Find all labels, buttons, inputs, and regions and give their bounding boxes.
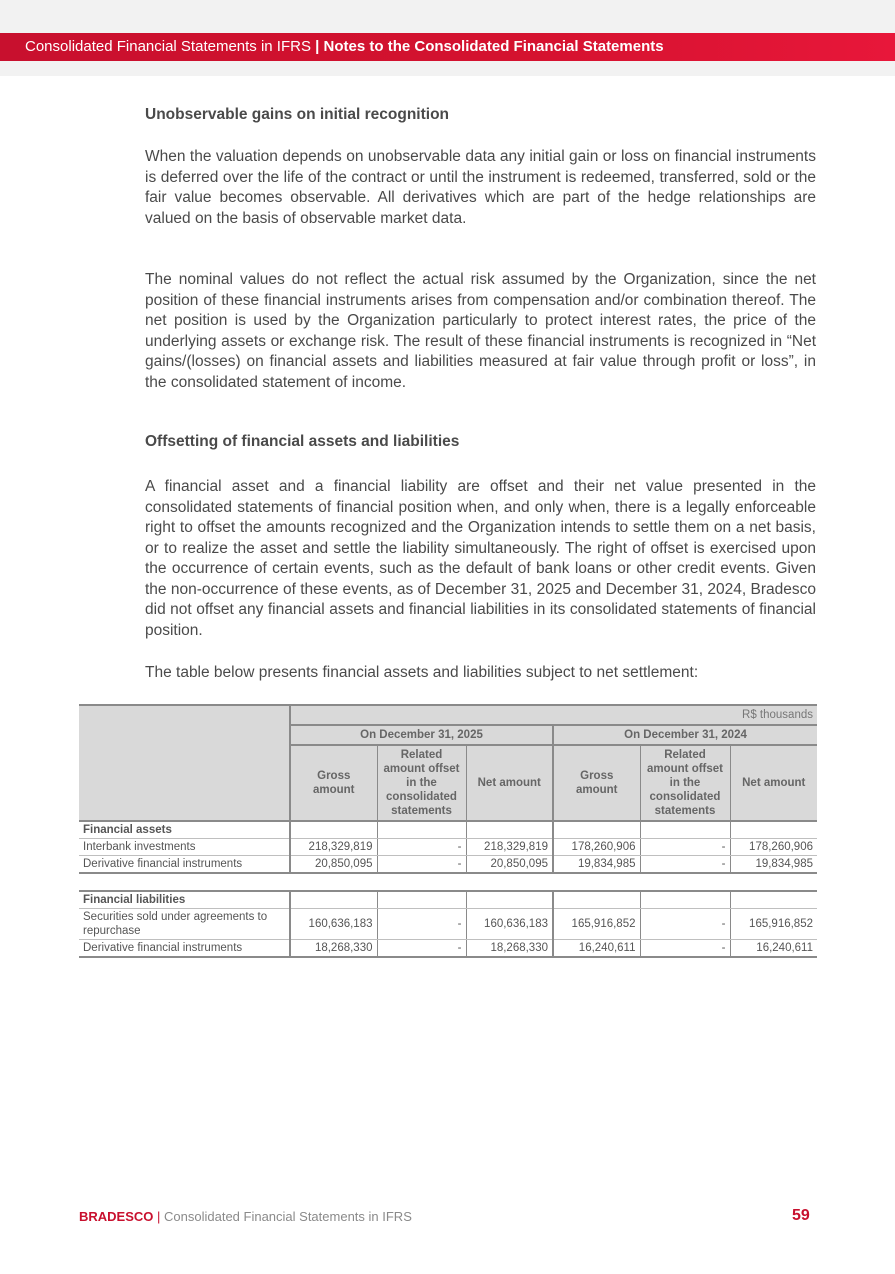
value-cell: 20,850,095: [466, 856, 553, 874]
header-separator: |: [310, 38, 324, 55]
empty-cell: [553, 891, 640, 909]
value-cell: 165,916,852: [553, 909, 640, 940]
value-cell: -: [640, 839, 730, 856]
section-financial-liabilities: Financial liabilities: [79, 891, 290, 909]
value-cell: 160,636,183: [466, 909, 553, 940]
row-label: Derivative financial instruments: [79, 856, 290, 874]
empty-cell: [290, 821, 377, 839]
footer-text: Consolidated Financial Statements in IFRS: [164, 1209, 412, 1224]
paragraph-nominal-values: The nominal values do not reflect the actual risk assumed by the Organization, since the net position of these financial instruments arises from compensation and/or combination thereof. The net position is used by the Organization particularly to protect interest rates, the price of the underlying assets or exchange risk. The result of these financial instruments is recognized in “Net gains/(losses) on financial assets and liabilities measured at fair value through profit or loss”, in the consolidated statement of income.: [145, 271, 816, 391]
value-cell: 160,636,183: [290, 909, 377, 940]
paragraph-offsetting: A financial asset and a financial liability are offset and their net value presented in the consolidated statements of financial position when, and only when, there is a legally enforceable right to offset the amounts recognized and the Organization intends to settle them on a net basis, or to realize the asset and settle the liability simultaneously. The right of offset is exercised upon the occurrence of certain events, such as the default of bank loans or other credit events. Given the non-occurrence of these events, as of December 31, 2025 and December 31, 2024, Bradesco did not offset any financial assets and financial liabilities in its consolidated statements of financial position.: [145, 478, 816, 639]
row-label: Securities sold under agreements to repurchase: [79, 909, 290, 940]
value-cell: 19,834,985: [553, 856, 640, 874]
empty-cell: [640, 821, 730, 839]
value-cell: 16,240,611: [553, 940, 640, 958]
empty-cell: [466, 821, 553, 839]
value-cell: -: [377, 909, 466, 940]
empty-cell: [377, 891, 466, 909]
value-cell: 20,850,095: [290, 856, 377, 874]
row-label: Derivative financial instruments: [79, 940, 290, 958]
col-gross-2025: Gross amount: [290, 745, 377, 821]
empty-cell: [640, 891, 730, 909]
value-cell: 19,834,985: [730, 856, 817, 874]
empty-cell: [553, 821, 640, 839]
value-cell: -: [640, 909, 730, 940]
header-bar: [0, 33, 895, 61]
heading-unobservable-gains: Unobservable gains on initial recognition: [145, 106, 450, 123]
table-spacer: [79, 873, 817, 891]
heading-offsetting: Offsetting of financial assets and liabilities: [145, 433, 460, 450]
header-left: Consolidated Financial Statements in IFRS: [25, 38, 311, 55]
footer-separator: |: [153, 1209, 165, 1224]
period-2024-header: On December 31, 2024: [553, 725, 817, 745]
net-settlement-table: [79, 704, 817, 958]
value-cell: 165,916,852: [730, 909, 817, 940]
value-cell: 178,260,906: [730, 839, 817, 856]
value-cell: -: [377, 856, 466, 874]
col-related-2025: Related amount offset in the consolidated statements: [377, 745, 466, 821]
value-cell: 178,260,906: [553, 839, 640, 856]
empty-cell: [377, 821, 466, 839]
units-label: R$ thousands: [290, 705, 817, 725]
value-cell: 18,268,330: [466, 940, 553, 958]
empty-cell: [730, 891, 817, 909]
col-net-2024: Net amount: [730, 745, 817, 821]
empty-cell: [730, 821, 817, 839]
header-right: Notes to the Consolidated Financial Statements: [323, 38, 664, 55]
value-cell: 218,329,819: [466, 839, 553, 856]
col-related-2024: Related amount offset in the consolidated statements: [640, 745, 730, 821]
value-cell: 18,268,330: [290, 940, 377, 958]
value-cell: -: [377, 940, 466, 958]
col-gross-2024: Gross amount: [553, 745, 640, 821]
value-cell: -: [640, 856, 730, 874]
period-2025-header: On December 31, 2025: [290, 725, 553, 745]
footer: [79, 1209, 412, 1224]
value-cell: -: [377, 839, 466, 856]
empty-cell: [466, 891, 553, 909]
paragraph-valuation: When the valuation depends on unobservable data any initial gain or loss on financial instruments is deferred over the life of the contract or until the instrument is redeemed, transferred, sold or the fair value becomes observable. All derivatives which are part of the hedge relationships are valued on the basis of observable market data.: [145, 148, 816, 227]
section-financial-assets: Financial assets: [79, 821, 290, 839]
col-net-2025: Net amount: [466, 745, 553, 821]
empty-cell: [290, 891, 377, 909]
value-cell: -: [640, 940, 730, 958]
table-corner: [79, 705, 290, 821]
paragraph-table-intro: The table below presents financial assets and liabilities subject to net settlement:: [145, 664, 699, 681]
value-cell: 16,240,611: [730, 940, 817, 958]
page-number: 59: [792, 1207, 810, 1224]
value-cell: 218,329,819: [290, 839, 377, 856]
footer-brand: BRADESCO: [79, 1209, 154, 1224]
row-label: Interbank investments: [79, 839, 290, 856]
